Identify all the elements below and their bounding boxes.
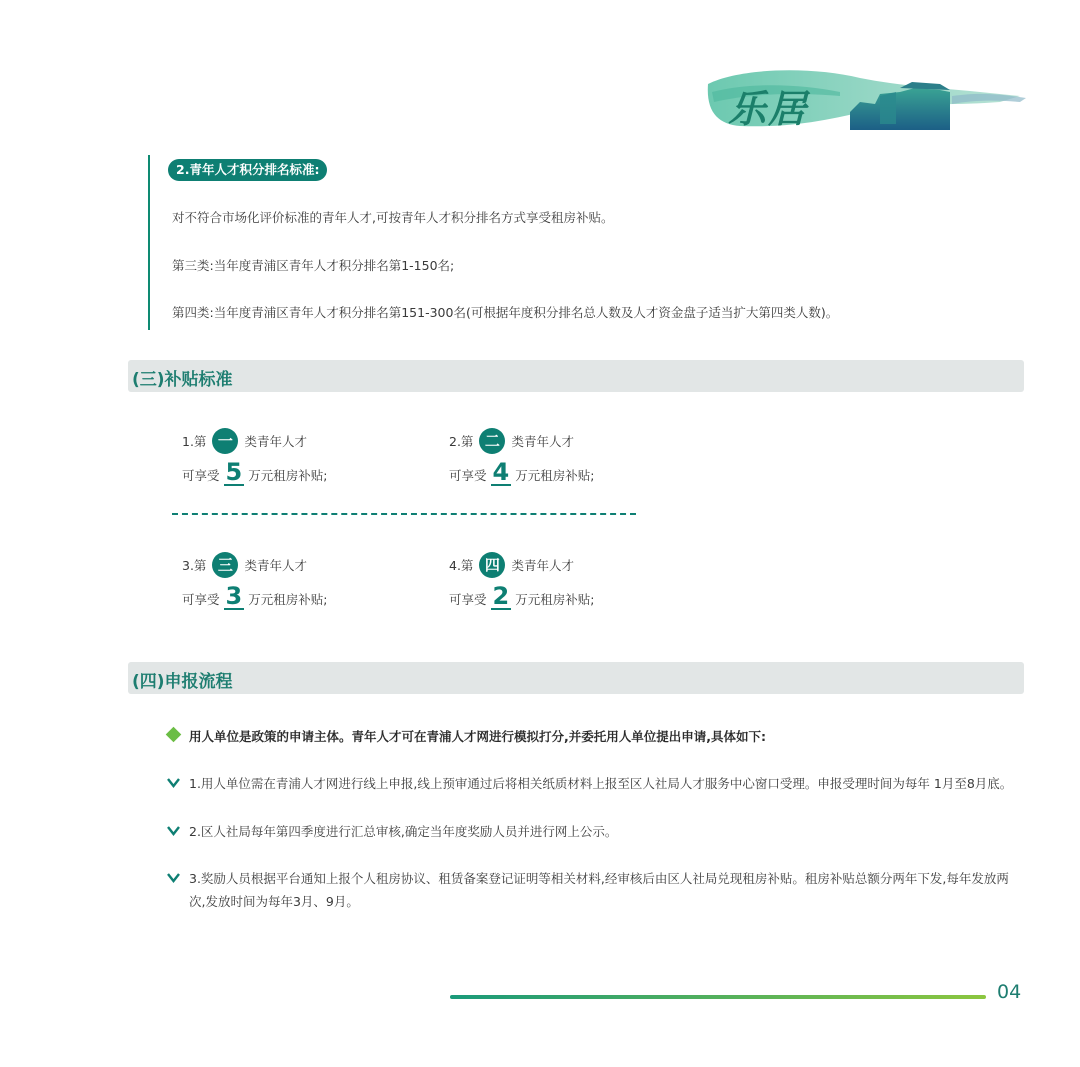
section-header-subsidy (128, 360, 1024, 392)
subsidy-suffix: 类青年人才 (244, 558, 307, 573)
subsidy-post: 万元租房补贴; (248, 592, 328, 607)
brand-text: 乐居 (728, 86, 809, 131)
subsidy-prefix: 3.第 (182, 558, 207, 573)
subsidy-amount: 4 (492, 458, 510, 486)
subsidy-amount: 3 (225, 582, 243, 610)
process-step-text: 1.用人单位需在青浦人才网进行线上申报,线上预审通过后将相关纸质材料上报至区人社局人才服务中心窗口受理。申报受理时间为每年 1月至8月底。 (189, 776, 1013, 791)
subsidy-pre: 可享受 (182, 468, 220, 483)
subsidy-pre: 可享受 (182, 592, 220, 607)
section-title: (四)申报流程 (132, 672, 233, 692)
category-badge: 三 (212, 552, 238, 578)
subsidy-suffix: 类青年人才 (511, 434, 574, 449)
subsidy-prefix: 1.第 (182, 434, 207, 449)
chevron-down-icon (167, 826, 180, 836)
section-title: (三)补贴标准 (132, 370, 233, 390)
section-header-process (128, 662, 1024, 694)
chevron-down-icon (167, 778, 180, 788)
subsidy-prefix: 2.第 (449, 434, 474, 449)
process-step-text: 2.区人社局每年第四季度进行汇总审核,确定当年度奖励人员并进行网上公示。 (189, 824, 618, 839)
criteria-line: 第三类:当年度青浦区青年人才积分排名第1-150名; (172, 258, 455, 273)
page-number: 04 (997, 981, 1022, 1003)
criteria-line: 对不符合市场化评价标准的青年人才,可按青年人才积分排名方式享受租房补贴。 (172, 210, 614, 225)
footer-line (450, 995, 986, 999)
criteria-block (148, 155, 1028, 330)
criteria-line: 第四类:当年度青浦区青年人才积分排名第151-300名(可根据年度积分排名总人数及人才资金盘子适当扩大第四类人数)。 (172, 305, 839, 320)
subsidy-amount: 5 (225, 458, 243, 486)
subsidy-post: 万元租房补贴; (515, 592, 595, 607)
process-step-text: 3.奖励人员根据平台通知上报个人租房协议、租赁备案登记证明等相关材料,经审核后由区人社局兑现租房补贴。租房补贴总额分两年下发,每年发放两 (189, 871, 1009, 886)
chevron-down-icon (167, 873, 180, 883)
subsidy-prefix: 4.第 (449, 558, 474, 573)
category-badge: 一 (212, 428, 238, 454)
process-step-text: 次,发放时间为每年3月、9月。 (189, 894, 359, 909)
diamond-bullet-icon (166, 727, 182, 743)
subsidy-pre: 可享受 (449, 468, 487, 483)
process-lead-text: 用人单位是政策的申请主体。青年人才可在青浦人才网进行模拟打分,并委托用人单位提出申请,具体如下: (189, 729, 766, 744)
subsidy-pre: 可享受 (449, 592, 487, 607)
criteria-title: 2.青年人才积分排名标准: (168, 159, 327, 181)
subsidy-post: 万元租房补贴; (515, 468, 595, 483)
subsidy-suffix: 类青年人才 (511, 558, 574, 573)
category-badge: 四 (479, 552, 505, 578)
subsidy-amount: 2 (492, 582, 510, 610)
brand-logo (700, 62, 1030, 140)
divider (172, 513, 636, 515)
subsidy-suffix: 类青年人才 (244, 434, 307, 449)
category-badge: 二 (479, 428, 505, 454)
subsidy-post: 万元租房补贴; (248, 468, 328, 483)
